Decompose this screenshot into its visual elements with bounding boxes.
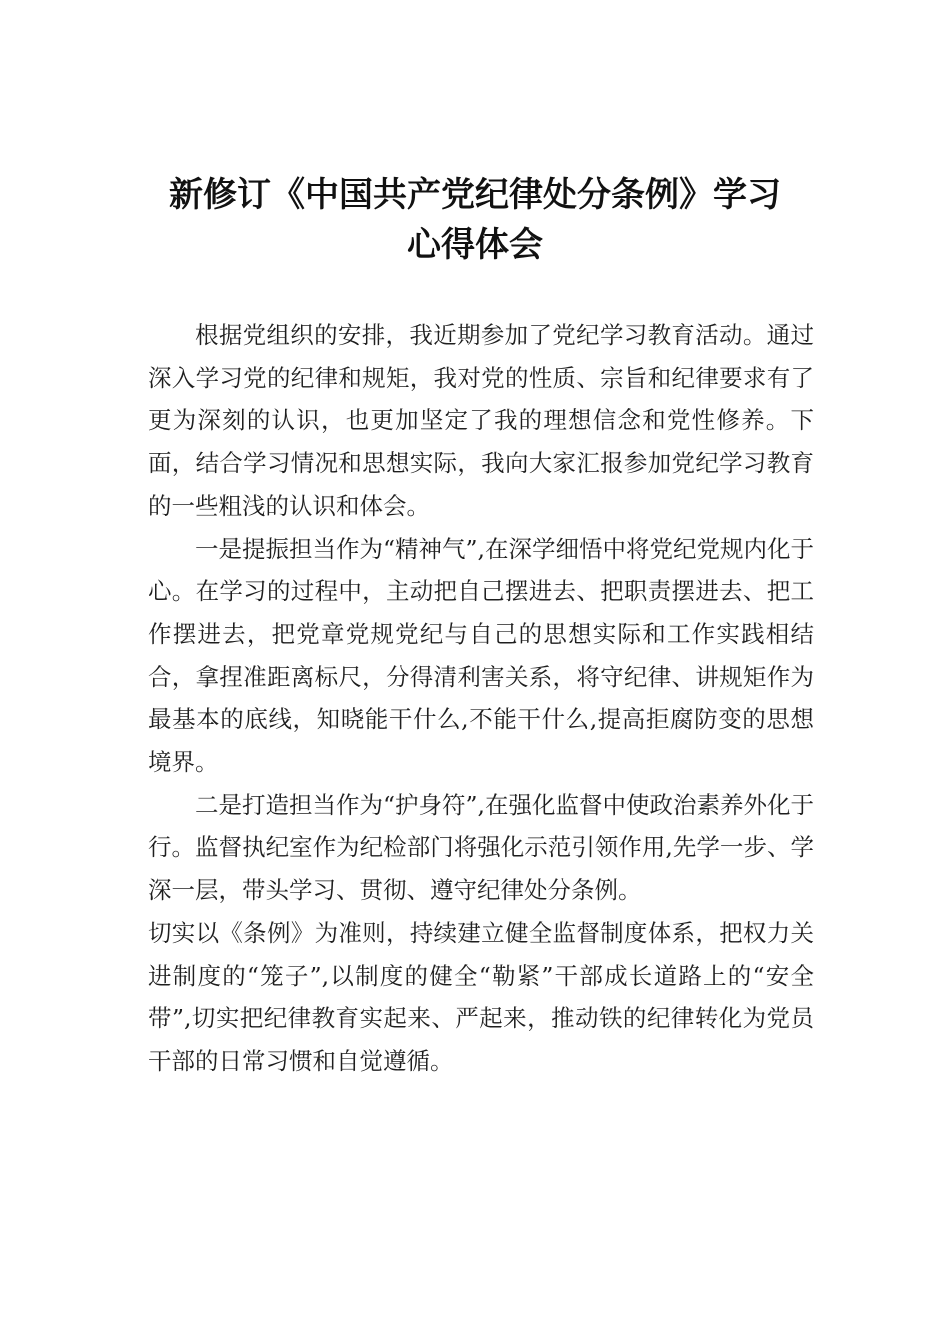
paragraph-intro: 根据党组织的安排，我近期参加了党纪学习教育活动。通过深入学习党的纪律和规矩，我对党的性质、宗旨和纪律要求有了更为深刻的认识，也更加坚定了我的理想信念和党性修养。下面，结合学习情况和思想实际，我向大家汇报参加党纪学习教育的一些粗浅的认识和体会。 bbox=[148, 321, 814, 520]
paragraph-point-one: 一是提振担当作为“精神气”,在深学细悟中将党纪党规内化于心。在学习的过程中，主动把自己摆进去、把职责摆进去、把工作摆进去，把党章党规党纪与自己的思想实际和工作实践相结合，拿捏准距离标尺，分得清利害关系，将守纪律、讲规矩作为最基本的底线，知晓能干什么,不能干什么,提高拒腐防变的思想境界。 bbox=[148, 534, 814, 777]
title-line-1: 新修订《中国共产党纪律处分条例》学习 bbox=[169, 175, 781, 215]
document-body bbox=[148, 314, 814, 1083]
paragraph-point-two: 二是打造担当作为“护身符”,在强化监督中使政治素养外化于行。监督执纪室作为纪检部门将强化示范引领作用,先学一步、学深一层，带头学习、贯彻、遵守纪律处分条例。 bbox=[148, 790, 814, 905]
paragraph-point-two-continued: 切实以《条例》为准则，持续建立健全监督制度体系，把权力关进制度的“笼子”,以制度的健全“勒紧”干部成长道路上的“安全带”,切实把纪律教育实起来、严起来，推动铁的纪律转化为党员干部的日常习惯和自觉遵循。 bbox=[148, 918, 814, 1075]
document-title bbox=[120, 170, 830, 270]
title-line-2: 心得体会 bbox=[407, 225, 543, 265]
